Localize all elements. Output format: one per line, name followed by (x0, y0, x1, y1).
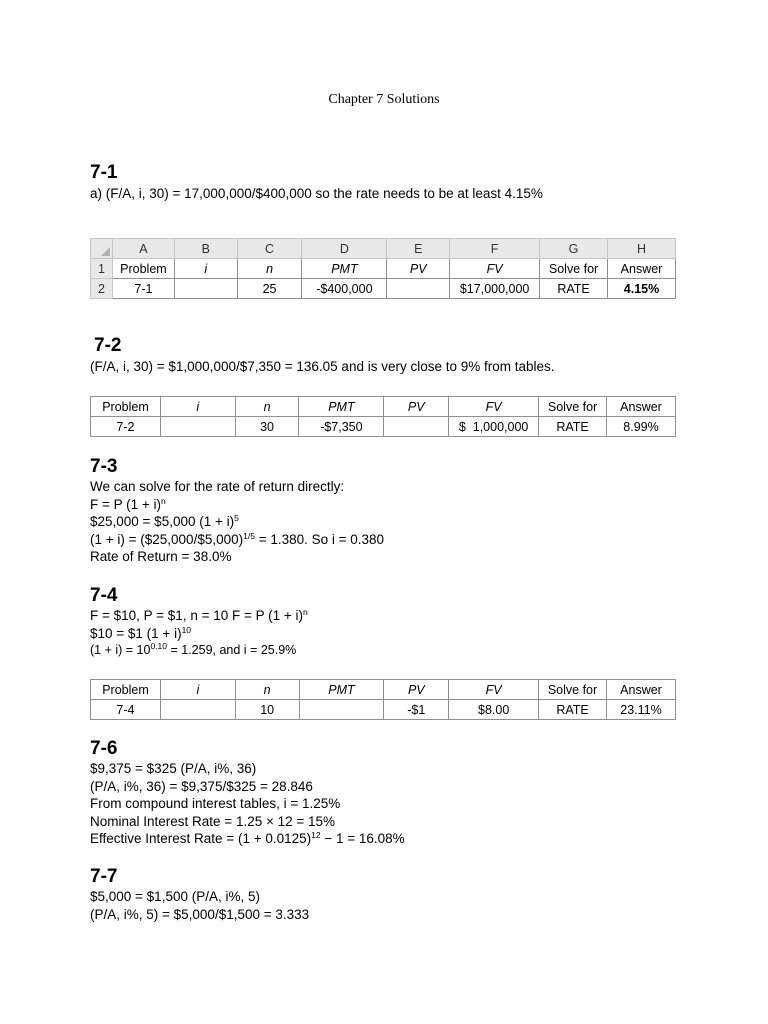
column-header[interactable]: F (450, 239, 540, 259)
solution-line (90, 607, 710, 625)
exponent: 0.10 (150, 641, 167, 652)
solution-line (90, 531, 710, 549)
table-header-cell: i (160, 680, 235, 700)
table-cell: RATE (540, 279, 608, 299)
table-cell (299, 700, 384, 720)
document-title: Chapter 7 Solutions (328, 92, 440, 107)
table-cell (384, 417, 449, 437)
section-7-3 (90, 456, 710, 566)
column-header[interactable]: G (540, 239, 608, 259)
section-7-4 (90, 585, 710, 660)
solution-line: a) (F/A, i, 30) = 17,000,000/$400,000 so the rate needs to be at least 4.15% (90, 186, 543, 201)
table-cell: $8.00 (449, 700, 539, 720)
table-cell: 7-2 (91, 417, 161, 437)
equation-text: = 1.380. So i = 0.380 (254, 531, 385, 547)
column-header[interactable]: A (112, 239, 174, 259)
table-cell: 10 (235, 700, 299, 720)
table-header-cell: Answer (607, 397, 676, 417)
table-header-cell: Problem (91, 397, 161, 417)
spreadsheet-7-2 (90, 396, 676, 437)
table-cell: -$400,000 (302, 279, 387, 299)
table-header-cell: n (235, 680, 299, 700)
table-header-cell: PMT (299, 680, 384, 700)
table-header-cell: PMT (299, 397, 384, 417)
table-header-cell: Solve for (539, 397, 607, 417)
column-header[interactable]: B (174, 239, 237, 259)
table-header-cell: FV (450, 259, 540, 279)
table-header-cell: PV (384, 397, 449, 417)
table-header-cell: n (237, 259, 302, 279)
column-header[interactable]: C (237, 239, 302, 259)
solution-line (90, 513, 710, 531)
table-header-cell: FV (449, 680, 539, 700)
table-cell: 30 (235, 417, 299, 437)
equation-text: $10 = $1 (1 + i) (90, 625, 182, 641)
section-7-2-body (90, 358, 710, 376)
table-cell: RATE (539, 417, 607, 437)
table-cell (387, 279, 450, 299)
table-header-cell: FV (449, 397, 539, 417)
solution-line: $5,000 = $1,500 (P/A, i%, 5) (90, 889, 260, 904)
section-7-1 (90, 162, 710, 203)
equation-text: − 1 = 16.08% (320, 831, 405, 847)
equation-text: (1 + i) = ($25,000/$5,000) (90, 531, 244, 547)
equation-text: $25,000 = $5,000 (1 + i) (90, 514, 235, 530)
table-header-cell: PV (387, 259, 450, 279)
solution-line (90, 830, 710, 848)
table-header-cell: i (174, 259, 237, 279)
solution-line: (F/A, i, 30) = $1,000,000/$7,350 = 136.05 and is very close to 9% from tables. (90, 359, 555, 374)
section-heading: 7-4 (90, 585, 118, 606)
section-7-2 (94, 335, 714, 357)
select-all-corner[interactable] (91, 239, 113, 259)
column-header[interactable]: E (387, 239, 450, 259)
solution-line: $9,375 = $325 (P/A, i%, 36) (90, 761, 257, 776)
exponent: 12 (311, 830, 321, 841)
exponent: n (161, 495, 166, 506)
solution-line (90, 625, 710, 643)
column-header[interactable]: H (608, 239, 676, 259)
table-cell: $ 1,000,000 (449, 417, 539, 437)
table-cell: $17,000,000 (450, 279, 540, 299)
table-cell: 7-4 (91, 700, 161, 720)
solution-line: From compound interest tables, i = 1.25% (90, 796, 341, 812)
section-7-6 (90, 738, 710, 848)
equation-text: (1 + i) = 10 (90, 643, 151, 658)
solution-line: We can solve for the rate of return directly: (90, 479, 345, 494)
table-cell: 7-1 (112, 279, 174, 299)
spreadsheet-7-1 (90, 238, 676, 299)
row-number[interactable]: 2 (91, 279, 113, 299)
spreadsheet-7-4 (90, 679, 676, 720)
exponent: 10 (181, 624, 192, 635)
table-cell (174, 279, 237, 299)
table-header-cell: PV (384, 680, 449, 700)
table-header-cell: n (235, 397, 299, 417)
solution-line: (P/A, i%, 5) = $5,000/$1,500 = 3.333 (90, 906, 310, 922)
table-header-cell: Problem (91, 680, 161, 700)
equation-text: Effective Interest Rate = (1 + 0.0125) (90, 831, 312, 847)
exponent: 1/5 (243, 530, 255, 541)
equation-text: = 1.259, and i = 25.9% (167, 643, 297, 658)
table-cell-answer: 8.99% (607, 417, 676, 437)
table-cell-answer: 4.15% (608, 279, 676, 299)
table-cell (160, 700, 235, 720)
table-cell: -$1 (384, 700, 449, 720)
table-header-cell: Solve for (540, 259, 608, 279)
section-heading: 7-2 (94, 335, 122, 356)
table-cell (160, 417, 235, 437)
section-heading: 7-1 (90, 162, 118, 183)
solution-line: Nominal Interest Rate = 1.25 × 12 = 15% (90, 813, 336, 829)
table-header-cell: Answer (608, 259, 676, 279)
section-heading: 7-3 (90, 456, 118, 477)
table-header-cell: PMT (302, 259, 387, 279)
solution-line (90, 496, 710, 514)
table-cell: -$7,350 (299, 417, 384, 437)
exponent: 5 (234, 513, 239, 524)
table-header-cell: Problem (112, 259, 174, 279)
solution-line: (P/A, i%, 36) = $9,375/$325 = 28.846 (90, 778, 313, 794)
exponent: n (303, 607, 308, 617)
table-header-cell: Solve for (539, 680, 607, 700)
table-cell: RATE (539, 700, 607, 720)
section-heading: 7-6 (90, 738, 118, 759)
table-header-cell: Answer (607, 680, 676, 700)
table-header-cell: i (160, 397, 235, 417)
solution-line: Rate of Return = 38.0% (90, 549, 232, 565)
equation-text: F = $10, P = $1, n = 10 F = P (1 + i) (90, 608, 304, 623)
equation-text: F = P (1 + i) (90, 496, 162, 512)
table-cell: 25 (237, 279, 302, 299)
solution-line (90, 642, 710, 660)
section-heading: 7-7 (90, 866, 118, 887)
column-header[interactable]: D (302, 239, 387, 259)
row-number[interactable]: 1 (91, 259, 113, 279)
table-cell-answer: 23.11% (607, 700, 676, 720)
section-7-7 (90, 866, 710, 923)
